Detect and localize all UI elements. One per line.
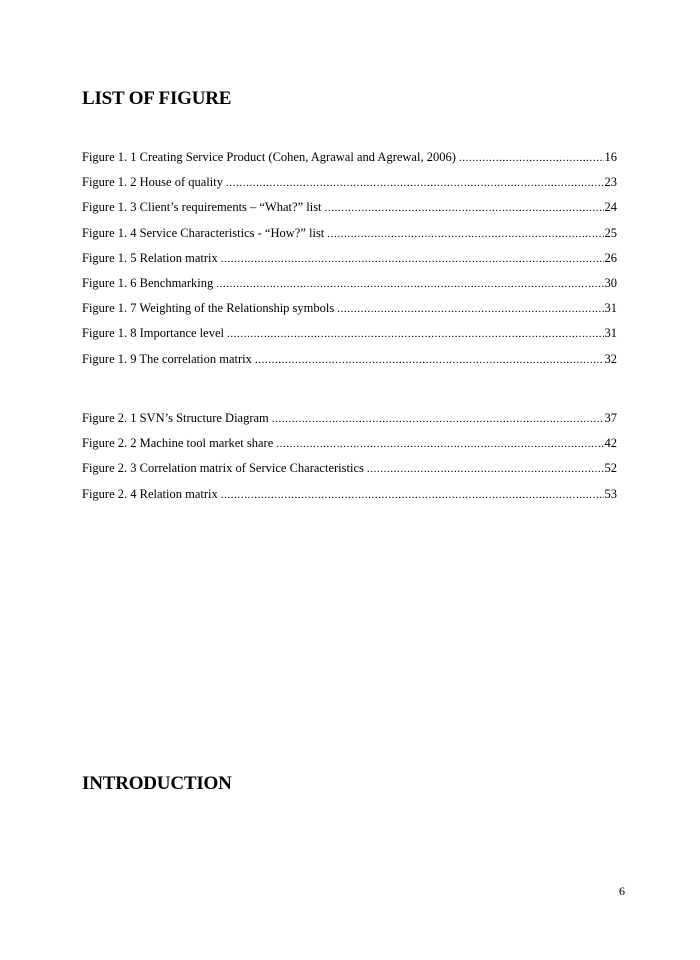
toc-entry[interactable] [82, 299, 617, 324]
toc-entry[interactable] [82, 409, 617, 434]
toc-entry-label: Figure 1. 9 The correlation matrix [82, 351, 252, 366]
dot-leader [221, 250, 604, 268]
dot-leader [459, 149, 604, 167]
dot-leader [227, 325, 604, 343]
list-of-figures-title: LIST OF FIGURE [82, 88, 232, 109]
toc-entry-page: 24 [604, 200, 617, 215]
dot-leader [367, 460, 604, 478]
toc-entry-page: 16 [604, 150, 617, 164]
toc-entry-label: Figure 1. 5 Relation matrix [82, 250, 218, 265]
toc-entry-label: Figure 1. 4 Service Characteristics - “How?” list [82, 225, 325, 240]
toc-entry-label: Figure 1. 2 House of quality [82, 175, 223, 190]
dot-leader [276, 435, 603, 453]
toc-entry-label: Figure 1. 8 Importance level [82, 326, 224, 341]
figure-list-chapter-1 [82, 148, 617, 375]
page-number: 6 [619, 884, 625, 898]
toc-entry[interactable] [82, 485, 617, 510]
toc-entry-page: 53 [604, 486, 617, 501]
dot-leader [337, 300, 603, 318]
toc-entry-label: Figure 1. 1 Creating Service Product (Cohen, Agrawal and Agrewal, 2006) [82, 150, 456, 164]
dot-leader [325, 199, 604, 217]
toc-entry-label: Figure 1. 6 Benchmarking [82, 275, 214, 290]
dot-leader [226, 174, 604, 192]
toc-entry[interactable] [82, 173, 617, 198]
toc-entry-page: 32 [604, 351, 617, 366]
dot-leader [255, 351, 604, 369]
toc-entry-label: Figure 2. 4 Relation matrix [82, 486, 218, 501]
toc-entry[interactable] [82, 274, 617, 299]
toc-entry-label: Figure 1. 7 Weighting of the Relationship symbols [82, 301, 335, 316]
toc-entry-label: Figure 2. 1 SVN’s Structure Diagram [82, 411, 269, 425]
dot-leader [221, 486, 604, 504]
toc-entry[interactable] [82, 459, 617, 484]
toc-entry[interactable] [82, 148, 617, 173]
toc-entry-page: 25 [604, 225, 617, 240]
toc-entry-page: 37 [604, 411, 617, 425]
toc-entry-page: 26 [604, 250, 617, 265]
toc-entry-page: 23 [604, 175, 617, 190]
toc-entry[interactable] [82, 198, 617, 223]
toc-entry[interactable] [82, 350, 617, 375]
toc-entry-label: Figure 2. 3 Correlation matrix of Service Characteristics [82, 461, 364, 476]
introduction-title: INTRODUCTION [82, 773, 232, 794]
toc-entry-label: Figure 1. 3 Client’s requirements – “What?” list [82, 200, 322, 215]
toc-entry-page: 31 [604, 301, 617, 316]
dot-leader [272, 410, 604, 428]
toc-entry-page: 42 [604, 436, 617, 451]
toc-entry-page: 31 [604, 326, 617, 341]
dot-leader [327, 225, 603, 243]
toc-entry-label: Figure 2. 2 Machine tool market share [82, 436, 274, 451]
toc-entry[interactable] [82, 434, 617, 459]
dot-leader [216, 275, 603, 293]
figure-list-chapter-2 [82, 409, 617, 510]
toc-entry-page: 52 [604, 461, 617, 476]
toc-entry[interactable] [82, 249, 617, 274]
toc-entry[interactable] [82, 224, 617, 249]
toc-entry[interactable] [82, 324, 617, 349]
toc-entry-page: 30 [604, 275, 617, 290]
